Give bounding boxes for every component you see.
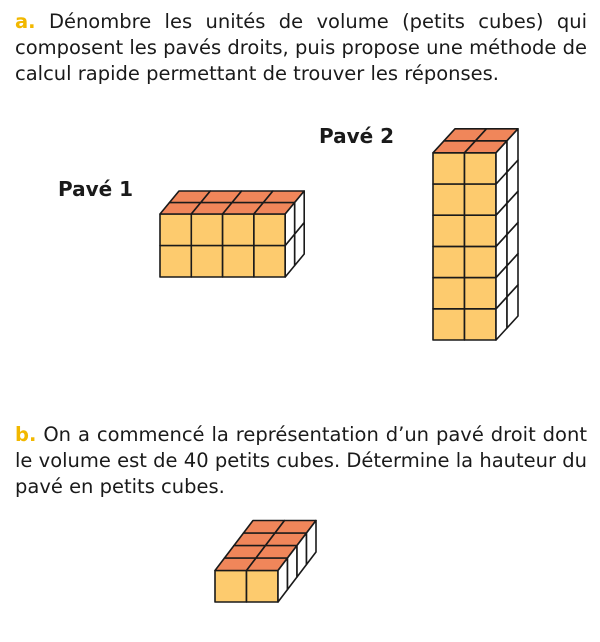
part-b-label: b.	[15, 423, 37, 446]
part-a-text: Dénombre les unités de volume (petits cubes) qui composent les pavés droits, puis propose une méthode de calcul rapide permettant de trouver les réponses.	[15, 10, 587, 85]
pave-2-caption: Pavé 2	[319, 124, 395, 148]
pave-1-caption: Pavé 1	[58, 177, 134, 201]
cube-front-face	[215, 571, 247, 603]
part-b-text: On a commencé la représentation d’un pavé droit dont le volume est de 40 petits cubes. Détermine la hauteur du pavé en petits cubes.	[15, 423, 587, 498]
cube-front-face	[247, 571, 279, 603]
part-a-label: a.	[15, 10, 36, 33]
